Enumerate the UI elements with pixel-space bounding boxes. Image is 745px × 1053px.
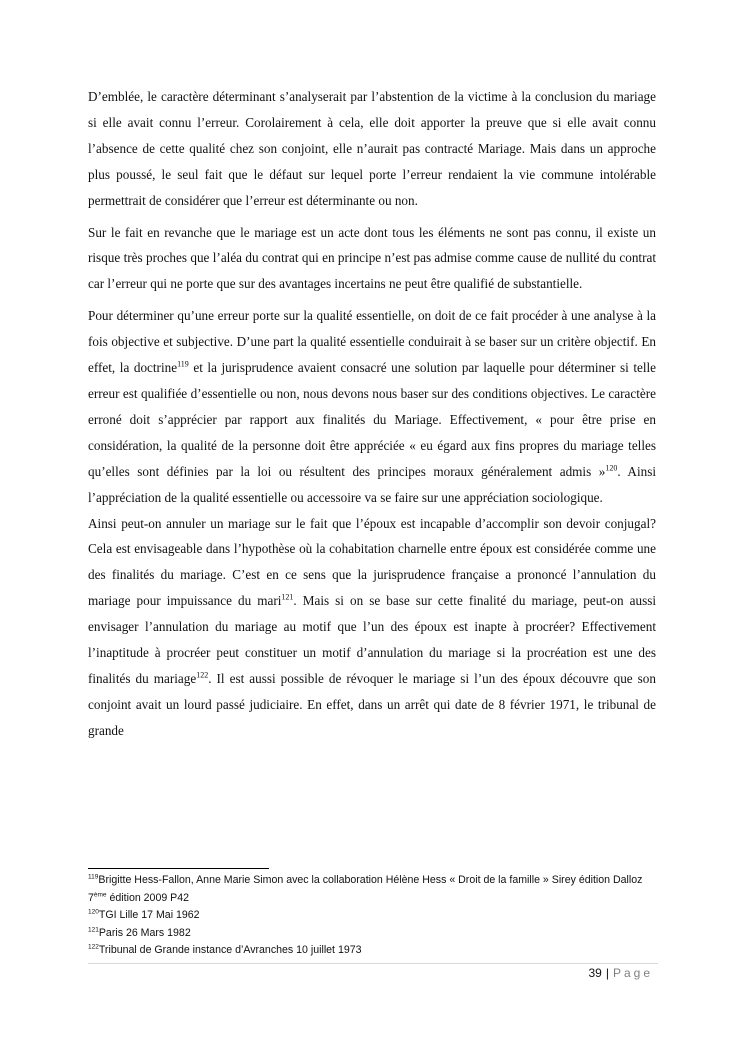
footnote-ref-120[interactable]: 120 xyxy=(605,463,618,473)
footnote-text-a: Brigitte Hess-Fallon, Anne Marie Simon avec la collaboration Hélène Hess « Droit de la famille » Sirey édition Dalloz 7 xyxy=(88,874,643,904)
footnote-ref-119[interactable]: 119 xyxy=(177,359,189,369)
footnote-separator xyxy=(88,868,269,869)
footnote-text: Paris 26 Mars 1982 xyxy=(98,926,191,939)
footer-separator-bar: | xyxy=(605,966,609,980)
footnote-number: 121 xyxy=(88,925,99,933)
paragraph-3-text-a: Pour déterminer qu’une erreur porte sur la qualité essentielle, on doit de ce fait procéder à une analyse à la fois objective et subjective. D’une part la qualité essentielle conduirait à se baser sur un critère objectif. En effet, la doctrine xyxy=(88,308,656,376)
paragraph-4-text-c: . Il est aussi possible de révoquer le mariage si l’un des époux découvre que son conjoint avait un lourd passé judiciaire. En effet, dans un arrêt qui date de 8 février 1971, le tribunal de grande xyxy=(88,670,656,738)
footnote-120 xyxy=(88,907,658,925)
footnote-text: Tribunal de Grande instance d’Avranches 10 juillet 1973 xyxy=(98,944,362,956)
paragraph-4-text-a: Ainsi peut-on annuler un mariage sur le fait que l’époux est incapable d’accomplir son devoir conjugal? Cela est envisageable dans l’hypothèse où la cohabitation charnelle entre époux est considérée comme une des finalités du mariage. C’est en ce sens que la jurisprudence française a prononcé l’annulation du mariage pour impuissance du mari xyxy=(88,515,656,609)
page-number: 39 xyxy=(588,966,602,980)
page-footer xyxy=(588,966,653,980)
paragraph-4-text-b: . Mais si on se base sur cette finalité du mariage, peut-on aussi envisager l’annulation du mariage au motif que l’un des époux est inapte à procréer? Effectivement l’inaptitude à procréer peut constituer un motif d’annulation du mariage si la procréation est une des finalités du mariage xyxy=(88,593,656,686)
ordinal-suffix: ème xyxy=(93,890,107,898)
paragraph-3-text-b: et la jurisprudence avaient consacré une solution par laquelle pour déterminer si telle erreur est qualifiée d’essentielle ou non, nous devons nous baser sur des conditions objectives. Le caractère erroné doit s’apprécier par rapport aux finalités du Mariage. Effectivement, « pour être prise en considération, la qualité de la personne doit être appréciée « eu égard aux fins propres du mariage telles qu’elles sont définies par la loi ou résultent des principes moraux généralement admis » xyxy=(88,360,657,479)
footnote-number: 119 xyxy=(88,873,99,881)
paragraph-2: Sur le fait en revanche que le mariage est un acte dont tous les éléments ne sont pas connu, il existe un risque très proches que l’aléa du contrat qui en principe n’est pas admise comme cause de nullité du contrat car l’erreur qui ne porte que sur des avantages incertains ne peut être qualifié de substantielle. xyxy=(88,224,656,292)
footnote-number: 120 xyxy=(88,908,99,916)
footnotes xyxy=(88,872,658,960)
footnote-text-b: édition 2009 P42 xyxy=(106,891,190,904)
footer-separator xyxy=(88,963,658,964)
footnote-ref-122[interactable]: 122 xyxy=(196,670,209,680)
document-body xyxy=(88,84,656,750)
paragraph-3 xyxy=(88,303,656,510)
footnote-number: 122 xyxy=(88,943,99,951)
footnote-121 xyxy=(88,925,658,943)
footnote-122 xyxy=(88,942,658,960)
footnote-119 xyxy=(88,872,658,907)
paragraph-3-text-c: . Ainsi l’appréciation de la qualité essentielle ou accessoire va se faire sur une appréciation sociologique. xyxy=(88,463,657,505)
page-label: Page xyxy=(612,966,653,980)
footnote-ref-121[interactable]: 121 xyxy=(281,592,294,602)
paragraph-4 xyxy=(88,511,656,744)
paragraph-1: D’emblée, le caractère déterminant s’analyserait par l’abstention de la victime à la conclusion du mariage si elle avait connu l’erreur. Corolairement à cela, elle doit apporter la preuve que si elle avait connu l’absence de cette qualité chez son conjoint, elle n’aurait pas contracté Mariage. Mais dans un approche plus poussé, le seul fait que le défaut sur lequel porte l’erreur rendaient la vie commune intolérable permettrait de considérer que l’erreur est déterminante ou non. xyxy=(88,89,656,208)
footnote-text: TGI Lille 17 Mai 1962 xyxy=(98,909,200,921)
